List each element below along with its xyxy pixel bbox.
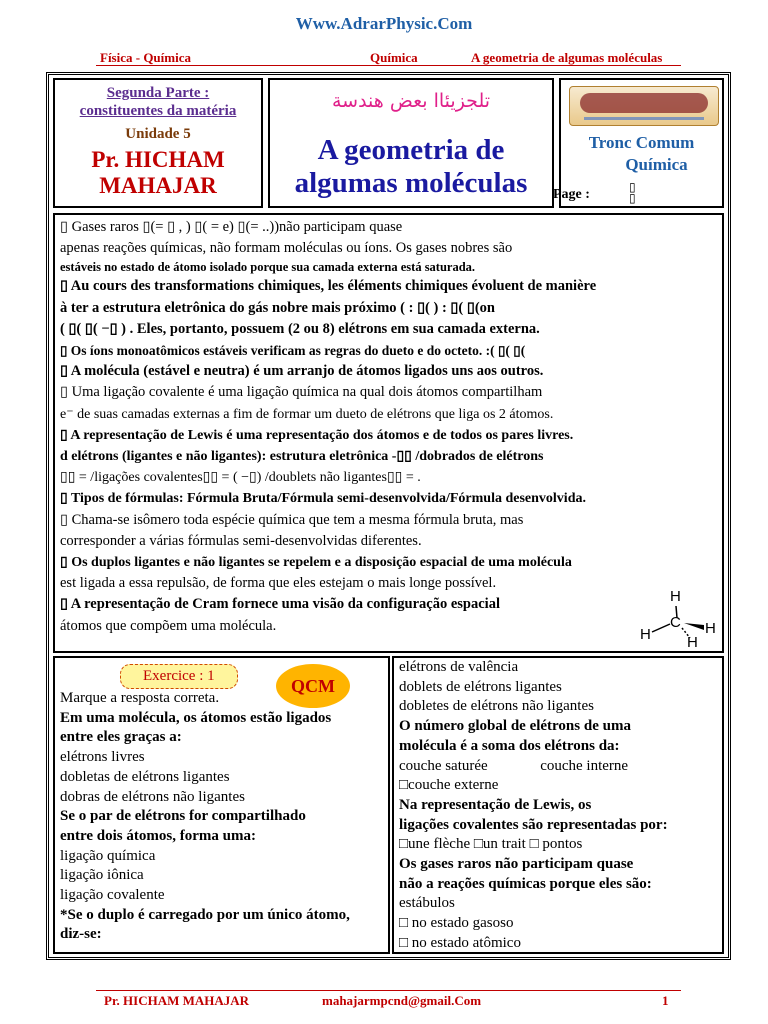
exercise-line: ligações covalentes são representadas por: bbox=[399, 816, 668, 833]
exercise-option[interactable]: elétrons de valência bbox=[399, 659, 519, 675]
footer-author: Pr. HICHAM MAHAJAR bbox=[104, 993, 250, 1008]
teacher-line-1: Pr. HICHAM bbox=[91, 147, 225, 172]
arabic-title: تلجزيئاا بعض هندسة bbox=[331, 90, 491, 112]
atom-h-right: H bbox=[705, 620, 716, 637]
content-line: corresponder a várias fórmulas semi-desenvolvidas diferentes. bbox=[60, 532, 422, 549]
content-line: ▯▯ = /ligações covalentes▯▯ = ( −▯) /doublets não ligantes▯▯ = . bbox=[60, 470, 421, 486]
exercise-option[interactable]: estábulos bbox=[399, 895, 455, 912]
exercise-line: Na representação de Lewis, os bbox=[399, 796, 592, 813]
level-line-1: Tronc Comum bbox=[588, 133, 695, 152]
exercise-line: molécula é a soma dos elétrons da: bbox=[399, 737, 620, 754]
page-label: Page : bbox=[553, 187, 590, 202]
document-title bbox=[270, 134, 552, 200]
level-box bbox=[553, 78, 724, 208]
exercise-line: *Se o duplo é carregado por um único átomo, bbox=[60, 906, 350, 923]
content-line: ▯ A representação de Cram fornece uma visão da configuração espacial bbox=[60, 596, 500, 613]
content-line: e⁻ de suas camadas externas a fim de formar um dueto de elétrons que liga os 2 átomos. bbox=[60, 406, 554, 422]
level-label bbox=[561, 132, 722, 176]
exercise-option[interactable]: couche saturée couche interne bbox=[399, 757, 629, 774]
part-line-1: Segunda Parte : bbox=[106, 85, 210, 101]
atom-h-bottom: H bbox=[687, 634, 698, 651]
exercise-option[interactable]: ligação iônica bbox=[60, 867, 144, 884]
lesson-summary bbox=[53, 213, 724, 653]
topic-label: A geometria de algumas moléculas bbox=[471, 50, 663, 65]
footer-email[interactable]: mahajarmpcnd@gmail.Com bbox=[322, 993, 482, 1008]
atom-h-top: H bbox=[670, 588, 681, 605]
course-label: Química bbox=[370, 50, 418, 65]
exercise-option[interactable]: □ no estado gasoso bbox=[399, 915, 514, 932]
exercise-label: Exercice : 1 bbox=[120, 664, 238, 689]
content-line: ▯ Chama-se isômero toda espécie química que tem a mesma fórmula bruta, mas bbox=[60, 511, 524, 528]
part-line-2: constituentes da matéria bbox=[79, 103, 237, 119]
page-glyph-2: ▯ bbox=[629, 191, 636, 205]
content-line: ▯ Os íons monoatômicos estáveis verificam as regras do dueto e do octeto. :( ▯( ▯( bbox=[60, 343, 526, 359]
exercise-line: Se o par de elétrons for compartilhado bbox=[60, 808, 306, 825]
content-line: átomos que compõem uma molécula. bbox=[60, 617, 277, 634]
exercise-option[interactable]: doblets de elétrons ligantes bbox=[399, 678, 562, 695]
page-glyph bbox=[629, 182, 636, 204]
part-info-box bbox=[53, 78, 263, 208]
teacher-name bbox=[55, 147, 261, 199]
exercise-option[interactable]: □couche externe bbox=[399, 777, 499, 794]
exercise-option[interactable]: dobletes de elétrons não ligantes bbox=[399, 698, 594, 715]
content-line: ▯ Au cours des transformations chimiques, les éléments chimiques évoluent de manière bbox=[60, 278, 597, 295]
level-line-2: Química bbox=[625, 155, 688, 174]
part-title bbox=[55, 84, 261, 120]
exercise-option[interactable]: elétrons livres bbox=[60, 749, 145, 766]
content-line: ▯ A representação de Lewis é uma representação dos átomos e de todos os pares livres. bbox=[60, 427, 574, 443]
exercise-line: entre eles graças a: bbox=[60, 729, 182, 746]
site-url[interactable]: Www.AdrarPhysic.Com bbox=[295, 14, 473, 33]
exercise-line: não a reações químicas porque eles são: bbox=[399, 875, 652, 892]
title-line-1: A geometria de bbox=[317, 134, 505, 166]
qcm-badge: QCM bbox=[276, 664, 350, 708]
content-line: estáveis no estado de átomo isolado porque sua camada externa está saturada. bbox=[60, 260, 476, 275]
exercise-line: diz-se: bbox=[60, 926, 102, 943]
exercise-option[interactable]: dobras de elétrons não ligantes bbox=[60, 788, 245, 805]
footer-page-number: 1 bbox=[662, 993, 669, 1008]
subject-label: Física - Química bbox=[100, 50, 191, 65]
exercise-line: Marque a resposta correta. bbox=[60, 690, 220, 706]
content-line: à ter a estrutura eletrônica do gás nobre mais próximo ( : ▯( ) : ▯( ▯(on bbox=[60, 299, 495, 316]
content-line: ▯ Tipos de fórmulas: Fórmula Bruta/Fórmula semi-desenvolvida/Fórmula desenvolvida. bbox=[60, 491, 586, 507]
content-line: est ligada a essa repulsão, de forma que eles estejam o mais longe possível. bbox=[60, 575, 497, 592]
content-line: apenas reações químicas, não formam moléculas ou íons. Os gases nobres são bbox=[60, 240, 513, 257]
exercise-option[interactable]: ligação química bbox=[60, 847, 156, 864]
exercise-option[interactable]: dobletas de elétrons ligantes bbox=[60, 768, 230, 785]
page-glyph-1: ▯ bbox=[629, 180, 636, 194]
footer bbox=[96, 990, 681, 1008]
exercise-right-column bbox=[392, 656, 724, 954]
methane-cram-diagram bbox=[628, 588, 720, 650]
title-box bbox=[268, 78, 554, 208]
atom-c-center: C bbox=[670, 614, 681, 631]
exercise-line: entre dois átomos, forma uma: bbox=[60, 827, 256, 844]
content-line: ( ▯( ▯( −▯ ) . Eles, portanto, possuem (2 ou 8) elétrons em sua camada externa. bbox=[60, 320, 540, 337]
unit-label: Unidade 5 bbox=[125, 126, 191, 142]
basmala-seal-icon bbox=[569, 86, 719, 126]
subheader bbox=[96, 50, 681, 66]
atom-h-left: H bbox=[640, 626, 651, 643]
exercise-option[interactable]: ligação covalente bbox=[60, 887, 165, 904]
content-line: ▯ Os duplos ligantes e não ligantes se repelem e a disposição espacial de uma molécula bbox=[60, 555, 572, 571]
exercise-line: Os gases raros não participam quase bbox=[399, 856, 634, 873]
teacher-line-2: MAHAJAR bbox=[99, 173, 217, 198]
content-line: d elétrons (ligantes e não ligantes): estrutura eletrônica -▯▯ /dobrados de elétrons bbox=[60, 449, 544, 465]
exercise-line: O número global de elétrons de uma bbox=[399, 718, 631, 735]
content-line: ▯ Uma ligação covalente é uma ligação química na qual dois átomos compartilham bbox=[60, 384, 543, 401]
exercise-option[interactable]: □ no estado atômico bbox=[399, 934, 521, 951]
content-line: ▯ A molécula (estável e neutra) é um arranjo de átomos ligados uns aos outros. bbox=[60, 363, 544, 380]
exercise-option[interactable]: □une flèche □un trait □ pontos bbox=[399, 836, 583, 853]
title-line-2: algumas moléculas bbox=[294, 167, 528, 199]
exercise-line: Em uma molécula, os átomos estão ligados bbox=[60, 709, 332, 726]
content-line: ▯ Gases raros ▯(= ▯ , ) ▯( = e) ▯(= ..))não participam quase bbox=[60, 219, 403, 235]
